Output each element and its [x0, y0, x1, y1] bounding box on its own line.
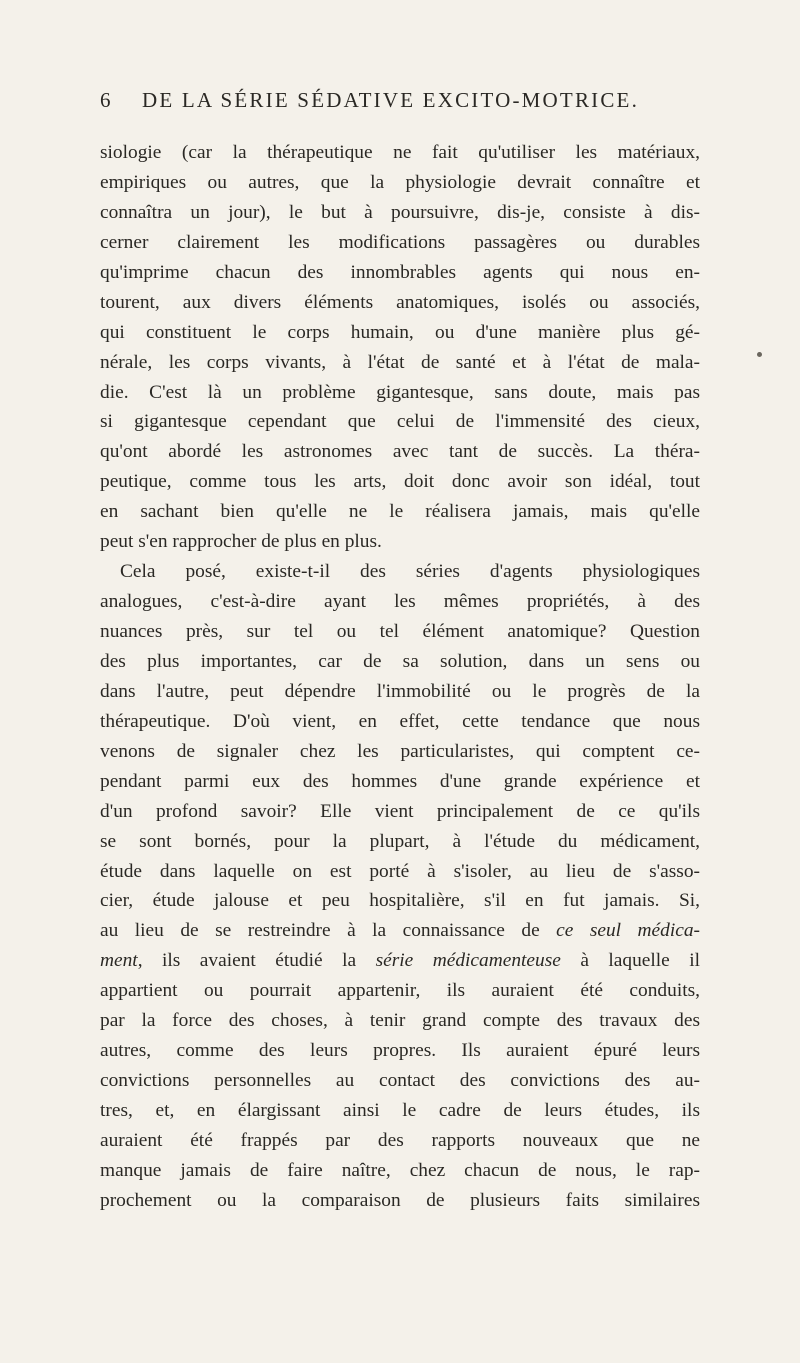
text-line: die. C'est là un problème gigantesque, sans doute, mais pas: [100, 381, 700, 403]
text-line: nérale, les corps vivants, à l'état de santé et à l'état de mala-: [100, 351, 700, 373]
body-text: [100, 138, 700, 1216]
italic-text: ce seul médica-: [556, 920, 700, 942]
text-line: d'un profond savoir? Elle vient principalement de ce qu'ils: [100, 800, 700, 822]
running-title: DE LA SÉRIE SÉDATIVE EXCITO-MOTRICE.: [142, 88, 640, 112]
text-line: appartient ou pourrait appartenir, ils auraient été conduits,: [100, 980, 700, 1002]
text-line: prochement ou la comparaison de plusieurs faits similaires: [100, 1189, 700, 1211]
page-number: 6: [100, 88, 113, 112]
text-line: par la force des choses, à tenir grand compte des travaux des: [100, 1010, 700, 1032]
text-line: peut s'en rapprocher de plus en plus.: [100, 531, 382, 553]
text-line: Cela posé, existe-t-il des séries d'agents physiologiques: [120, 561, 700, 583]
text-line: empiriques ou autres, que la physiologie devrait connaître et: [100, 171, 700, 193]
line-text: , ils avaient étudié la: [137, 950, 376, 972]
italic-text: série médicamenteuse: [375, 950, 561, 972]
text-line: peutique, comme tous les arts, doit donc avoir son idéal, tout: [100, 471, 700, 493]
text-line: auraient été frappés par des rapports nouveaux que ne: [100, 1129, 700, 1151]
text-line: pendant parmi eux des hommes d'une grande expérience et: [100, 770, 700, 792]
text-line: des plus importantes, car de sa solution, dans un sens ou: [100, 650, 700, 672]
text-line: connaîtra un jour), le but à poursuivre, dis-je, consiste à dis-: [100, 201, 700, 223]
text-line: autres, comme des leurs propres. Ils auraient épuré leurs: [100, 1040, 700, 1062]
margin-speck: [757, 352, 762, 357]
text-line: analogues, c'est-à-dire ayant les mêmes propriétés, à des: [100, 591, 700, 613]
text-line: manque jamais de faire naître, chez chacun de nous, le rap-: [100, 1159, 700, 1181]
text-line: qu'imprime chacun des innombrables agents qui nous en-: [100, 261, 700, 283]
text-line: [100, 946, 700, 976]
text-line: tourent, aux divers éléments anatomiques, isolés ou associés,: [100, 291, 700, 313]
text-line: [100, 916, 700, 946]
text-line: nuances près, sur tel ou tel élément anatomique? Question: [100, 621, 700, 642]
text-line: si gigantesque cependant que celui de l'immensité des cieux,: [100, 411, 700, 433]
text-line: dans l'autre, peut dépendre l'immobilité ou le progrès de la: [100, 680, 700, 702]
text-line: qui constituent le corps humain, ou d'une manière plus gé-: [100, 321, 700, 343]
text-line: tres, et, en élargissant ainsi le cadre de leurs études, ils: [100, 1100, 700, 1121]
text-line: thérapeutique. D'où vient, en effet, cette tendance que nous: [100, 710, 700, 732]
text-line: se sont bornés, pour la plupart, à l'étude du médicament,: [100, 830, 700, 852]
text-line: venons de signaler chez les particularistes, qui comptent ce-: [100, 740, 700, 762]
line-text: au lieu de se restreindre à la connaissance de: [100, 920, 557, 942]
text-line: en sachant bien qu'elle ne le réalisera jamais, mais qu'elle: [100, 501, 700, 523]
text-line: étude dans laquelle on est porté à s'isoler, au lieu de s'asso-: [100, 860, 700, 882]
text-line: cier, étude jalouse et peu hospitalière, s'il en fut jamais. Si,: [100, 890, 700, 912]
text-line: convictions personnelles au contact des convictions des au-: [100, 1070, 700, 1092]
running-head: [100, 88, 700, 118]
italic-text: ment: [100, 950, 138, 972]
text-line: cerner clairement les modifications passagères ou durables: [100, 231, 700, 253]
line-text: à laquelle il: [560, 950, 701, 972]
text-line: siologie (car la thérapeutique ne fait qu'utiliser les matériaux,: [100, 142, 700, 163]
text-line: qu'ont abordé les astronomes avec tant de succès. La théra-: [100, 441, 700, 463]
